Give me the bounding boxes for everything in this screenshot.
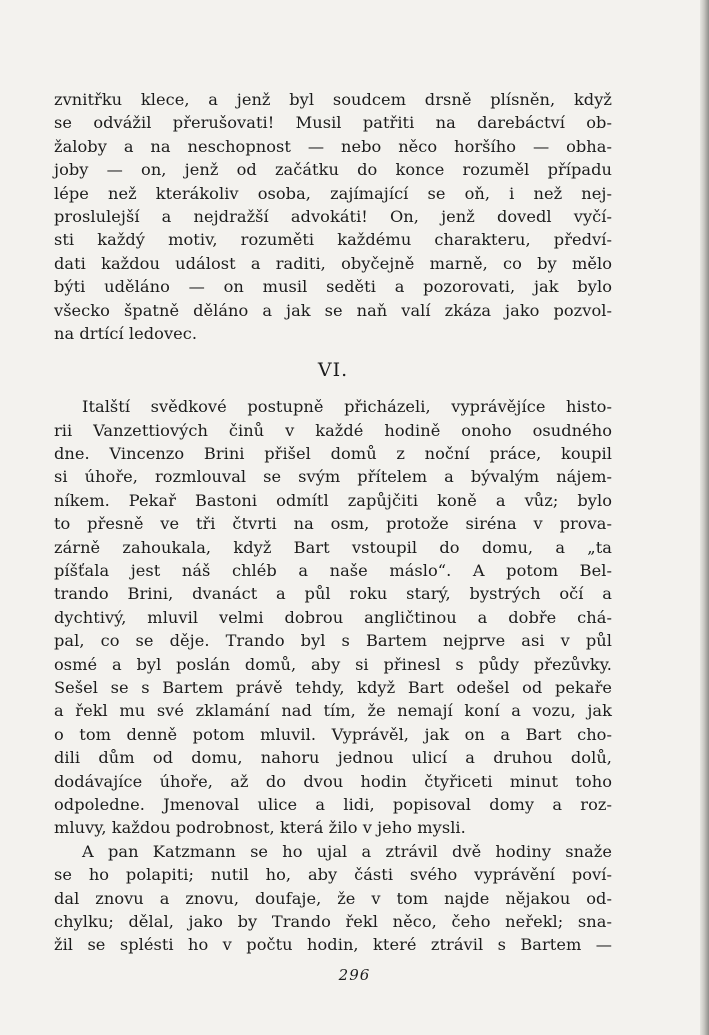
text-line: dati každou událost a raditi, obyčejně marně, co by mělo [54, 253, 612, 273]
text-line: dychtivý, mluvil velmi dobrou angličtinou a dobře chá- [54, 607, 612, 627]
text-line: dne. Vincenzo Brini přišel domů z noční práce, koupil [54, 444, 612, 464]
text-line: žil se splésti ho v počtu hodin, které ztrávil s Bartem — [54, 935, 612, 955]
page-number: 296 [338, 966, 371, 984]
text-line: Italští svědkové postupně přicházeli, vyprávějíce histo- [82, 397, 612, 417]
page-text [54, 88, 612, 957]
paragraph-katzmann [54, 840, 612, 957]
text-line: níkem. Pekař Bastoni odmítl zapůjčiti koně a vůz; bylo [54, 490, 612, 510]
text-line: si úhoře, rozmlouval se svým přítelem a bývalým nájem- [54, 467, 612, 487]
text-line: sti každý motiv, rozuměti každému charakteru, předví- [54, 230, 612, 250]
text-line: dili dům od domu, nahoru jednou ulicí a druhou dolů, [54, 748, 612, 768]
text-line: se odvážil přerušovati! Musil patřiti na darebáctví ob- [54, 113, 612, 133]
text-line: trando Brini, dvanáct a půl roku starý, bystrých očí a [54, 584, 612, 604]
text-line: se ho polapiti; nutil ho, aby části svého vyprávění poví- [54, 865, 612, 885]
text-line: žaloby a na neschopnost — nebo něco horšího — obha- [54, 136, 612, 156]
text-line: lépe než kterákoliv osoba, zajímající se oň, i než nej- [54, 183, 612, 203]
text-line: Sešel se s Bartem právě tehdy, když Bart odešel od pekaře [54, 677, 612, 697]
text-line: o tom denně potom mluvil. Vyprávěl, jak on a Bart cho- [54, 724, 612, 744]
text-line: a řekl mu své zklamání nad tím, že nemají koní a vozu, jak [54, 701, 612, 721]
text-line: zvnitřku klece, a jenž byl soudcem drsně plísněn, když [54, 90, 612, 109]
text-line: rii Vanzettiových činů v každé hodině onoho osudného [54, 420, 612, 440]
text-line: pal, co se děje. Trando byl s Bartem nejprve asi v půl [54, 631, 612, 651]
text-line: A pan Katzmann se ho ujal a ztrávil dvě hodiny snaže [82, 841, 612, 861]
text-line: všecko špatně děláno a jak se naň valí zkáza jako pozvol- [54, 300, 612, 320]
text-line: píšťala jest náš chléb a naše máslo“. A potom Bel- [54, 561, 612, 581]
text-line: osmé a byl poslán domů, aby si přinesl s půdy přezůvky. [54, 654, 612, 674]
text-line: odpoledne. Jmenoval ulice a lidi, popisoval domy a roz- [54, 794, 612, 814]
text-line: dal znovu a znovu, doufaje, že v tom najde nějakou od- [54, 888, 612, 908]
text-line: proslulejší a nejdražší advokáti! On, jenž dovedl vyčí- [54, 206, 612, 226]
paragraph-continuation [54, 88, 612, 345]
section-heading: VI. [317, 359, 349, 382]
text-line: mluvy, každou podrobnost, která žilo v jeho mysli. [54, 818, 466, 838]
page-edge-shadow [700, 0, 709, 1035]
paragraph-witnesses [54, 395, 612, 839]
text-line: dodávajíce úhoře, až do dvou hodin čtyřiceti minut toho [54, 771, 612, 791]
text-line: na drtící ledovec. [54, 323, 198, 343]
text-line: joby — on, jenž od začátku do konce rozuměl případu [54, 160, 612, 180]
text-line: býti uděláno — on musil seděti a pozorovati, jak bylo [54, 277, 612, 297]
text-line: to přesně ve tři čtvrti na osm, protože siréna v prova- [54, 514, 612, 534]
text-line: chylku; dělal, jako by Trando řekl něco, čeho neřekl; sna- [54, 911, 612, 931]
text-line: zárně zahoukala, když Bart vstoupil do domu, a „ta [54, 537, 612, 557]
